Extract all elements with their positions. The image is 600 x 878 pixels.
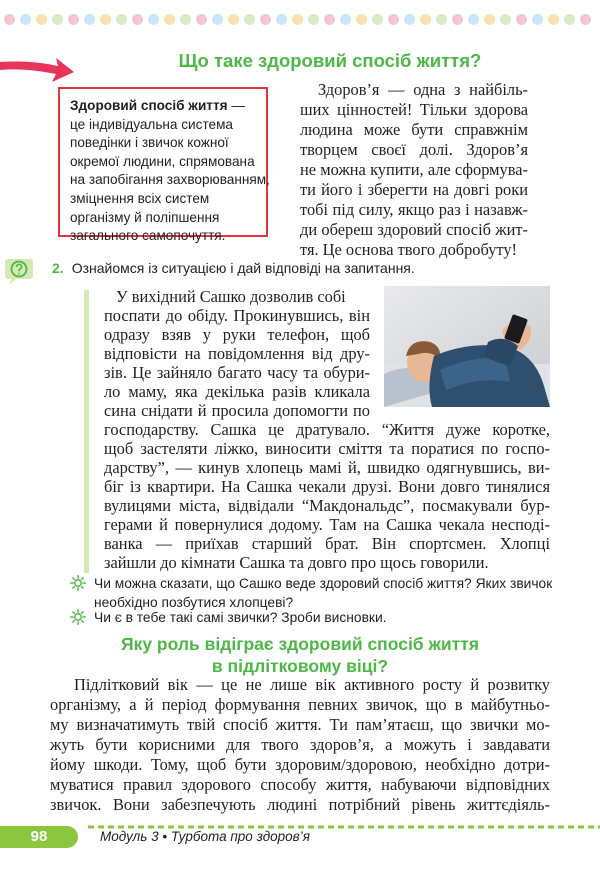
intro-line: Здоров’я — одна з найбіль-	[318, 80, 528, 99]
question-bubble-icon	[4, 257, 34, 285]
definition-line: загального самопочуття.	[70, 228, 226, 244]
intro-line: ти його і зберегти на довгі роки	[300, 180, 528, 199]
decorative-dot	[164, 14, 175, 25]
decorative-dot	[292, 14, 303, 25]
decorative-dot	[532, 14, 543, 25]
decorative-dot	[452, 14, 463, 25]
story-line: герами й повернулися додому. Там на Сашка чекала несподі-	[104, 515, 550, 534]
story-line: вулицями міста, відвідали “Макдональдс”, посмакували бур-	[104, 496, 550, 515]
decorative-dot	[340, 14, 351, 25]
decorative-dot	[116, 14, 127, 25]
definition-box	[58, 87, 270, 244]
decorative-dot	[244, 14, 255, 25]
decorative-dot	[356, 14, 367, 25]
story-line: ло маму, яка декілька разів кликала	[104, 382, 370, 401]
intro-line: тобі під силу, якщо раз і назавж-	[300, 200, 528, 219]
sun-bullet-icon	[70, 575, 86, 591]
intro-line: ди обереш здоровий спосіб жит-	[300, 220, 528, 239]
decorative-dot	[52, 14, 63, 25]
question-line: необхідно позбутися хлопцеві?	[94, 595, 294, 610]
story-line: господарству. Сашка це дратувало. “Життя дуже коротке,	[104, 420, 550, 439]
decorative-dot	[84, 14, 95, 25]
definition-line: зміцнення всіх систем	[70, 190, 210, 206]
body-line: звичок. Вони забезпечують людині потрібний рівень життєдіяль-	[50, 795, 550, 814]
section-heading-2	[60, 633, 540, 677]
intro-line: ших цінностей! Тільки здорова	[300, 100, 528, 119]
teen-with-phone-photo	[384, 286, 550, 407]
body-line: організму, а й період формування певних звичок, що в майбутньо-	[50, 695, 550, 714]
decorative-dot	[100, 14, 111, 25]
decorative-dot	[148, 14, 159, 25]
body-line: муватися правил здорового способу життя, набуваючи відповідних	[50, 775, 550, 794]
question-item	[94, 608, 387, 627]
definition-line: організму й поліпшення	[70, 209, 220, 225]
story-line: поспати до обіду. Прокинувшись, він	[104, 306, 370, 325]
decorative-dot	[276, 14, 287, 25]
body-line: йому шкоди. Тому, щоб бути здоровим/здоровою, необхідно дотри-	[50, 755, 550, 774]
intro-line: людина може бути справжнім	[300, 120, 528, 139]
decorative-dot	[404, 14, 415, 25]
definition-first-line	[70, 97, 266, 116]
story-line: біг із квартири. На Сашка чекали друзі. Вони довго тинялися	[104, 477, 550, 496]
decorative-dot	[132, 14, 143, 25]
body-line: Підлітковий вік — це не лише вік активного росту й розвитку	[74, 675, 550, 694]
footer-module-title: Модуль 3 • Турбота про здоров’я	[100, 829, 310, 844]
arrow-icon	[0, 50, 80, 86]
decorative-dot	[4, 14, 15, 25]
decorative-dot	[372, 14, 383, 25]
decorative-dot	[468, 14, 479, 25]
intro-line: творцем своєї долі. Здоров’я	[300, 140, 528, 159]
story-line: У вихідний Сашко дозволив собі	[116, 287, 346, 306]
story-side-bar	[84, 290, 89, 573]
task-text: Ознайомся із ситуацією і дай відповіді на запитання.	[71, 260, 415, 276]
decorative-dot	[20, 14, 31, 25]
decorative-dot	[388, 14, 399, 25]
task-instruction	[52, 260, 415, 276]
decorative-dot	[580, 14, 591, 25]
decorative-dot	[196, 14, 207, 25]
decorative-dot	[260, 14, 271, 25]
definition-line: це індивідуальна система	[70, 116, 233, 132]
story-line: зів. Це зайняло багато часу та обури-	[104, 363, 370, 382]
story-line: дарству”, — кинув хлопець мамі й, швидко одягнувшись, ви-	[104, 458, 550, 477]
decorative-dot	[564, 14, 575, 25]
decorative-dot	[484, 14, 495, 25]
task-number: 2.	[52, 260, 64, 276]
decorative-dot	[516, 14, 527, 25]
section-heading: Що таке здоровий спосіб життя?	[178, 50, 482, 71]
heading-line: Яку роль відіграє здоровий спосіб життя	[121, 634, 479, 654]
story-line: сина снідати й просила допомогти по	[104, 401, 370, 420]
decorative-dot	[324, 14, 335, 25]
body-line: жуть бути корисними для твого здоров’я, а можуть і завдавати	[50, 735, 550, 754]
story-line: відповісти на повідомлення від дру-	[104, 344, 370, 363]
definition-dash: —	[227, 98, 245, 113]
question-line: Чи можна сказати, що Сашко веде здоровий спосіб життя? Яких звичок	[94, 576, 553, 591]
definition-line: на запобігання захворюванням,	[70, 172, 270, 188]
question-line: Чи є в тебе такі самі звички? Зроби висновки.	[94, 610, 387, 625]
decorative-dot	[212, 14, 223, 25]
decorative-dot	[436, 14, 447, 25]
heading-line: в підлітковому віці?	[211, 656, 389, 676]
story-line: зайшли до кімнати Сашка та довго про щось говорили.	[104, 553, 489, 572]
decorative-dot	[548, 14, 559, 25]
story-line: щоб застеляти ліжко, виносити сміття та поратися по госпо-	[104, 439, 550, 458]
story-line: одразу взяв у руки телефон, щоб	[104, 325, 370, 344]
definition-line: поведінки і звичок кожної	[70, 135, 229, 151]
decorative-dot	[228, 14, 239, 25]
body-line: му визначатимуть твій спосіб життя. Ти пам’ятаєш, що звички мо-	[50, 715, 550, 734]
decorative-dot	[68, 14, 79, 25]
question-item	[94, 574, 552, 612]
decorative-dots-row	[4, 14, 600, 26]
sun-bullet-icon	[70, 609, 86, 625]
decorative-dot	[36, 14, 47, 25]
definition-term: Здоровий спосіб життя	[70, 98, 228, 113]
decorative-dot	[180, 14, 191, 25]
intro-line: не можна купити, але сформува-	[300, 160, 528, 179]
story-line: ванка — приїхав старший брат. Він спортсмен. Хлопці	[104, 534, 550, 553]
page-number: 98	[0, 826, 78, 848]
definition-line: окремої людини, спрямована	[70, 153, 255, 169]
decorative-dot	[420, 14, 431, 25]
intro-line: тя. Це основа твого добробуту!	[300, 240, 517, 259]
decorative-dot	[308, 14, 319, 25]
decorative-dot	[500, 14, 511, 25]
